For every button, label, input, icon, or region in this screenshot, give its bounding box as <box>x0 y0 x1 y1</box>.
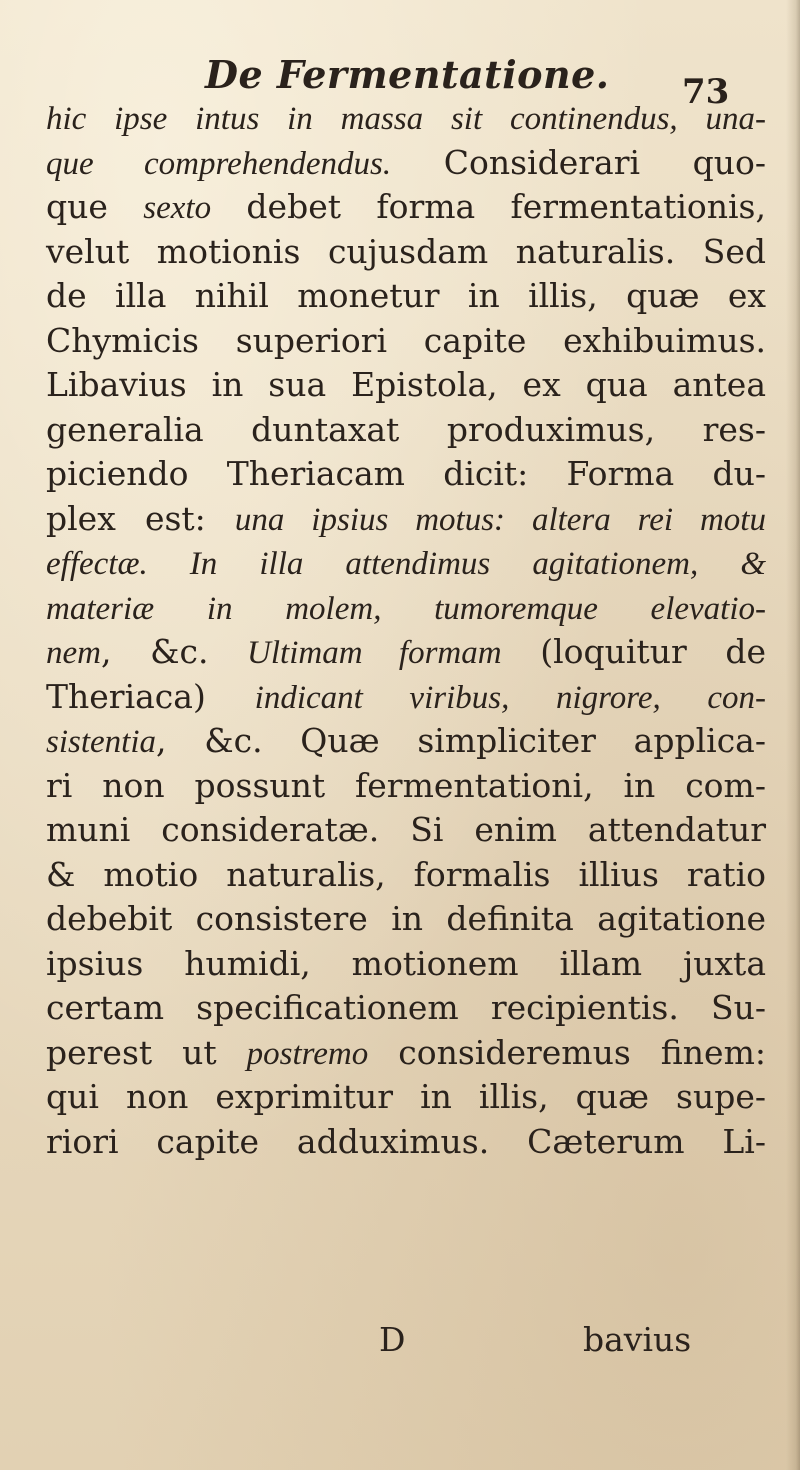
running-title: De Fermentatione. <box>205 52 610 97</box>
roman-text-segment: ipsius humidi, motionem illam juxta <box>46 943 766 983</box>
signature-mark: D <box>379 1320 406 1359</box>
text-line <box>46 764 766 809</box>
page-number: 73 <box>682 72 730 112</box>
text-line <box>46 986 766 1031</box>
roman-text-segment: Libavius in sua Epistola, ex qua antea <box>46 365 766 404</box>
roman-text-segment: certam specificationem recipientis. Su- <box>46 988 766 1027</box>
text-line <box>46 363 766 408</box>
roman-text-segment: Theriaca) <box>46 676 255 716</box>
text-line <box>46 185 766 230</box>
italic-text-segment: Ultimam formam <box>247 635 502 671</box>
roman-text-segment: debebit consistere in definita agitatione <box>46 899 766 938</box>
lower-margin <box>0 1372 800 1470</box>
italic-text-segment: nem <box>46 635 101 671</box>
italic-text-segment: sexto <box>143 190 212 226</box>
text-line <box>46 808 766 853</box>
roman-text-segment: , &c. <box>100 632 248 671</box>
roman-text-segment: perest ut <box>46 1032 247 1072</box>
roman-text-segment: que <box>46 187 144 226</box>
text-line <box>46 1031 766 1076</box>
italic-text-segment: indicant viribus, nigrore, con- <box>254 679 766 716</box>
text-line <box>46 630 766 675</box>
italic-text-segment: postremo <box>246 1035 369 1072</box>
body-text <box>46 96 766 1164</box>
text-line <box>46 1075 766 1120</box>
roman-text-segment: ri non possunt fermentationi, in com- <box>46 765 766 805</box>
italic-text-segment: hic ipse intus in massa sit continendus, una- <box>46 101 766 137</box>
roman-text-segment: debet forma fermentationis, <box>211 187 766 226</box>
roman-text-segment: consideremus finem: <box>368 1032 766 1072</box>
text-line <box>46 1120 766 1165</box>
roman-text-segment: qui non exprimitur in illis, quæ supe- <box>46 1077 766 1116</box>
text-line <box>46 942 766 987</box>
text-line <box>46 452 766 497</box>
roman-text-segment: (loquitur de <box>501 632 766 671</box>
text-line <box>46 675 766 720</box>
text-line <box>46 897 766 942</box>
roman-text-segment: velut motionis cujusdam naturalis. Sed <box>46 231 766 271</box>
text-line <box>46 719 766 764</box>
text-line <box>46 274 766 319</box>
text-line <box>46 319 766 364</box>
italic-text-segment: una ipsius motus: altera rei motu <box>234 501 766 538</box>
roman-text-segment: , &c. Quæ simpliciter applica- <box>156 721 766 760</box>
roman-text-segment: riori capite adduximus. Cæterum Li- <box>46 1121 766 1161</box>
italic-text-segment: materiæ in molem, tumoremque elevatio- <box>46 590 766 627</box>
text-line <box>46 497 766 542</box>
roman-text-segment: generalia duntaxat produximus, res- <box>46 409 766 449</box>
text-line <box>46 408 766 453</box>
text-line <box>46 230 766 275</box>
text-line <box>46 541 766 586</box>
roman-text-segment: piciendo Theriacam dicit: Forma du- <box>46 454 766 493</box>
roman-text-segment: Considerari quo- <box>391 142 767 182</box>
roman-text-segment: plex est: <box>46 498 235 538</box>
catchword: bavius <box>583 1320 692 1359</box>
text-line <box>46 586 766 631</box>
text-line <box>46 141 766 186</box>
roman-text-segment: & motio naturalis, formalis illius ratio <box>46 854 766 894</box>
page-edge-shadow <box>786 0 800 1470</box>
italic-text-segment: effectæ. In illa attendimus agitationem, & <box>46 546 766 582</box>
text-line <box>46 96 766 141</box>
roman-text-segment: Chymicis superiori capite exhibuimus. <box>46 320 766 360</box>
roman-text-segment: muni consideratæ. Si enim attendatur <box>46 810 766 849</box>
italic-text-segment: que comprehendendus. <box>46 145 392 182</box>
text-line <box>46 853 766 898</box>
italic-text-segment: sistentia <box>46 724 157 760</box>
roman-text-segment: de illa nihil monetur in illis, quæ ex <box>46 276 766 315</box>
page-footer <box>0 1320 800 1370</box>
